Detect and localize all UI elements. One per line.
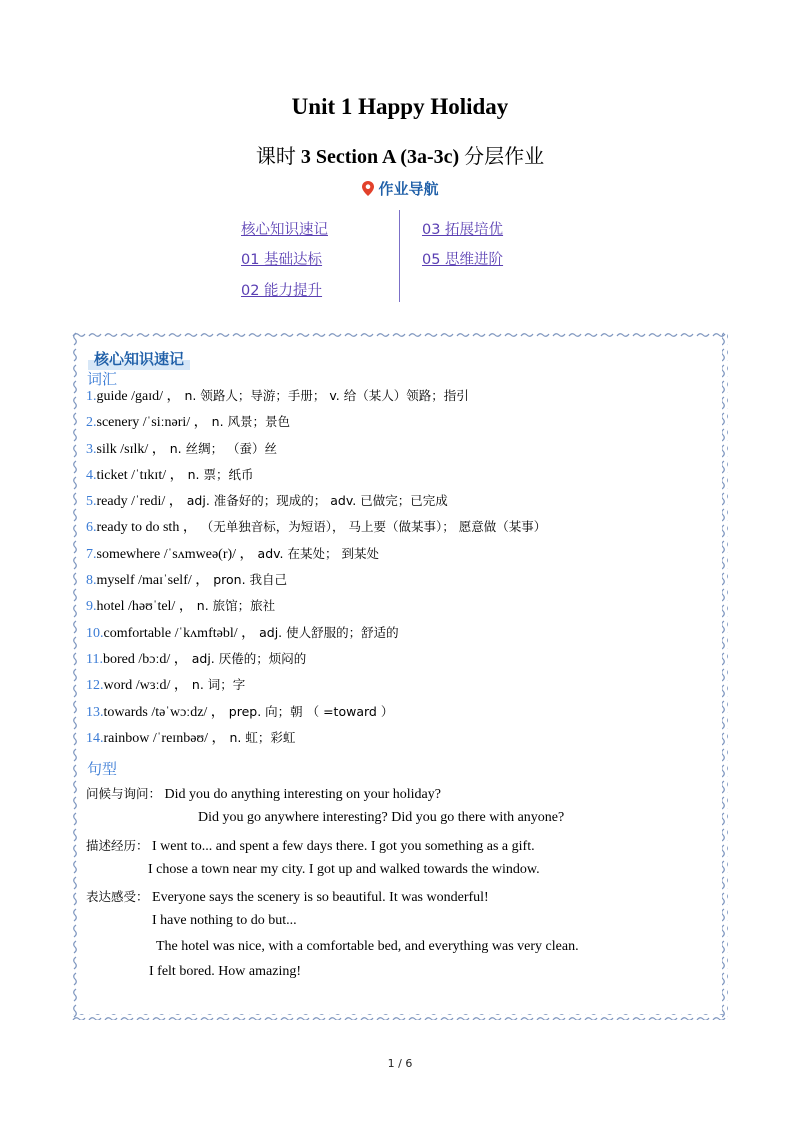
vocab-item: 5.ready /ˈredi/ ， adj. 准备好的；现成的； adv. 已做完；已完成 — [86, 493, 448, 510]
nav-link-extension[interactable]: 03 拓展培优 — [422, 222, 504, 238]
vocab-item: 6.ready to do sth ， （无单独音标，为短语）， 马上要（做某事）； 愿意做（某事） — [86, 519, 547, 536]
subtitle-section: 3 Section A (3a-3c) — [300, 146, 460, 168]
doc-title: Unit 1 Happy Holiday — [291, 94, 509, 119]
vocab-item: 13.towards /təˈwɔːdz/ ， prep. 向；朝 （ =toward ） — [86, 703, 394, 720]
vocab-item: 1.guide /gaɪd/ ， n. 领路人；导游；手册； v. 给（某人）领路；指引 — [86, 388, 469, 404]
vocab-list — [86, 386, 546, 754]
vocab-heading: 词汇 — [87, 370, 118, 388]
subtitle-prefix: 课时 — [255, 146, 301, 168]
sentence-line: I felt bored. How amazing! — [149, 964, 301, 979]
sentence-line: 问候与询问： Did you do anything interesting on your holiday? — [86, 786, 441, 802]
core-knowledge-box — [72, 332, 728, 1020]
vocab-item: 4.ticket /ˈtɪkɪt/ ， n. 票；纸币 — [86, 466, 254, 483]
vocab-item: 7.somewhere /ˈsʌmweə(r)/ ， adv. 在某处； 到某处 — [86, 545, 379, 562]
homework-nav-heading — [0, 178, 800, 201]
nav-heading-text: 作业导航 — [378, 180, 439, 198]
vocab-item: 9.hotel /həʊˈtel/ ， n. 旅馆；旅社 — [86, 598, 276, 615]
nav-link-basic[interactable]: 01 基础达标 — [241, 252, 323, 268]
sentence-line: 描述经历： I went to... and spent a few days there. I got you something as a gift. — [86, 838, 535, 854]
nav-link-thinking[interactable]: 05 思维进阶 — [422, 252, 504, 268]
vocab-item: 8.myself /maɪˈself/ ， pron. 我自己 — [86, 572, 288, 589]
section-heading: 核心知识速记 — [88, 348, 190, 370]
vocab-item: 3.silk /sɪlk/ ， n. 丝绸； （蚕）丝 — [86, 440, 278, 457]
subtitle-suffix: 分层作业 — [459, 146, 545, 168]
vocab-item: 11.bored /bɔːd/ ， adj. 厌倦的；烦闷的 — [86, 650, 307, 667]
sentence-line: I chose a town near my city. I got up and walked towards the window. — [148, 862, 540, 877]
doc-subtitle — [0, 140, 800, 169]
nav-divider — [399, 210, 400, 302]
vocab-item: 2.scenery /ˈsiːnəri/ ， n. 风景；景色 — [86, 414, 291, 431]
sentence-line: The hotel was nice, with a comfortable bed, and everything was very clean. — [156, 939, 579, 954]
sentence-line: Did you go anywhere interesting? Did you go there with anyone? — [198, 810, 565, 825]
sentence-line: I have nothing to do but... — [152, 913, 297, 928]
sentence-line: 表达感受： Everyone says the scenery is so beautiful. It was wonderful! — [86, 889, 489, 905]
vocab-item: 14.rainbow /ˈreɪnbəʊ/ ， n. 虹；彩虹 — [86, 729, 296, 746]
sentence-heading: 句型 — [87, 760, 118, 778]
vocab-item: 12.word /wɜːd/ ， n. 词；字 — [86, 677, 246, 694]
nav-link-ability[interactable]: 02 能力提升 — [241, 283, 323, 299]
page-number: 1 / 6 — [387, 1057, 413, 1070]
vocab-item: 10.comfortable /ˈkʌmftəbl/ ， adj. 使人舒服的；舒适的 — [86, 624, 399, 641]
location-pin-icon — [361, 180, 375, 201]
nav-link-core-knowledge[interactable]: 核心知识速记 — [241, 222, 328, 238]
